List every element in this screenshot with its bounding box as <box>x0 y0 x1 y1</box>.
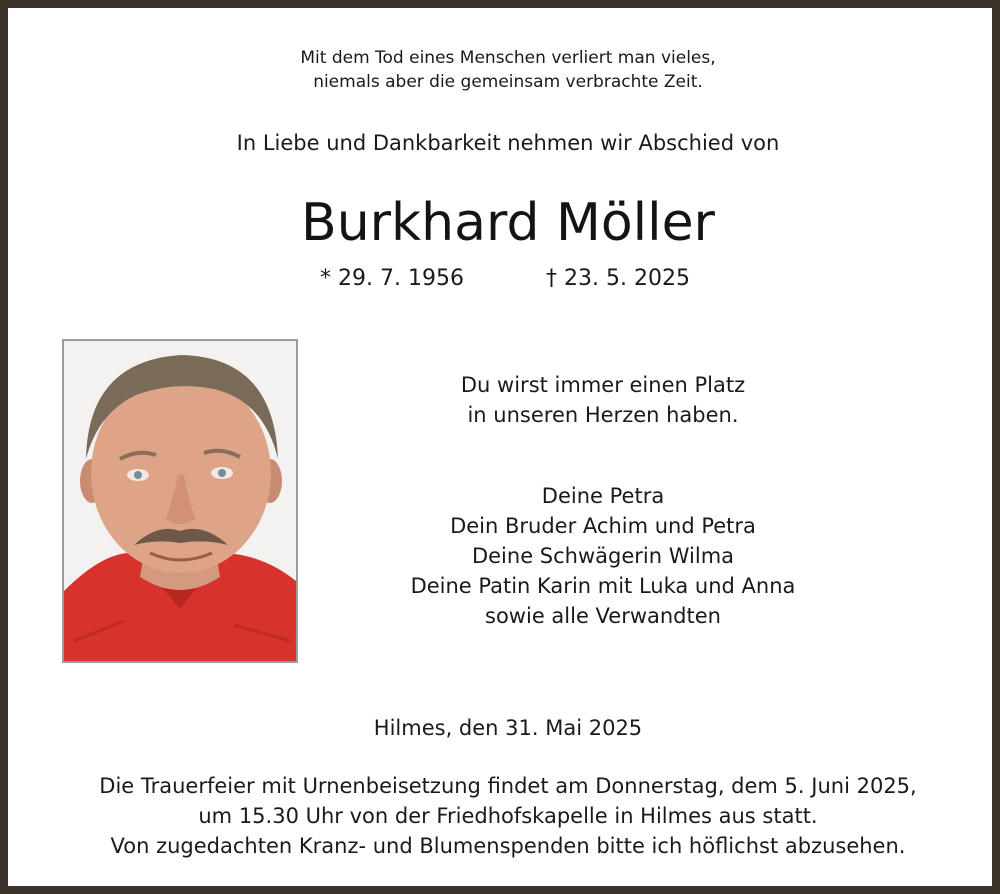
service-line: Von zugedachten Kranz- und Blumenspenden bitte ich höflichst abzusehen. <box>110 834 906 858</box>
portrait-photo <box>62 339 298 663</box>
mourners-list <box>368 481 838 631</box>
intro-text: In Liebe und Dankbarkeit nehmen wir Abschied von <box>236 131 780 155</box>
deceased-name: Burkhard Möller <box>301 193 715 253</box>
mourner: Deine Schwägerin Wilma <box>471 544 735 568</box>
service-line: Die Trauerfeier mit Urnenbeisetzung findet am Donnerstag, dem 5. Juni 2025, <box>99 774 917 798</box>
mourner: Deine Petra <box>541 484 665 508</box>
motto-line: Mit dem Tod eines Menschen verliert man vieles, <box>300 48 716 68</box>
verse-line: in unseren Herzen haben. <box>467 403 739 427</box>
mourner: Deine Patin Karin mit Luka und Anna <box>410 574 796 598</box>
place-and-date: Hilmes, den 31. Mai 2025 <box>373 716 643 740</box>
motto-line: niemals aber die gemeinsam verbrachte Zeit. <box>313 72 703 92</box>
service-line: um 15.30 Uhr von der Friedhofskapelle in Hilmes aus statt. <box>198 804 818 828</box>
verse <box>368 370 838 430</box>
portrait-illustration <box>64 341 296 661</box>
birth-date: * 29. 7. 1956 <box>320 266 464 291</box>
motto <box>8 46 1000 94</box>
mourner: Dein Bruder Achim und Petra <box>450 514 756 538</box>
mourner: sowie alle Verwandten <box>485 604 721 628</box>
service-notice <box>8 771 1000 861</box>
death-date: † 23. 5. 2025 <box>546 266 690 291</box>
verse-line: Du wirst immer einen Platz <box>460 373 746 397</box>
